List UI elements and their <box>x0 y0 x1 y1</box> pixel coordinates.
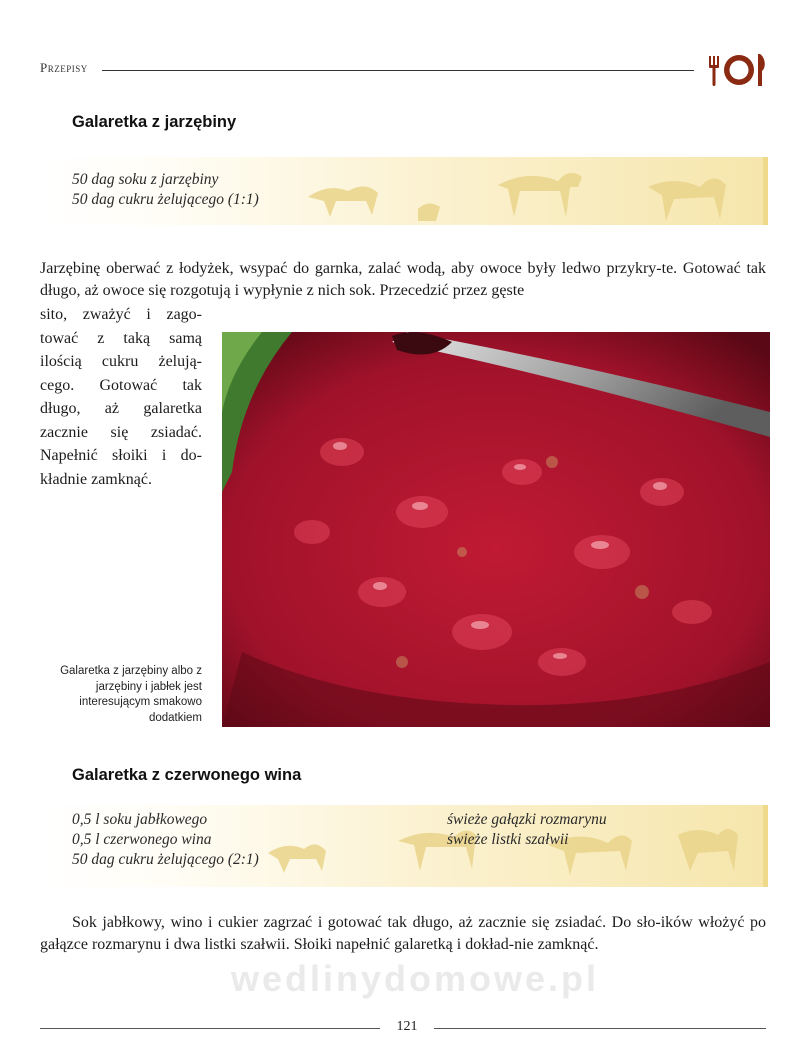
ingredients-box <box>40 157 768 225</box>
footer-rule-left <box>40 1028 380 1029</box>
recipe-title: Galaretka z czerwonego wina <box>72 766 302 784</box>
ingredient-line: świeże listki szałwii <box>447 831 569 848</box>
recipe-paragraph: Jarzębinę oberwać z łodyżek, wsypać do garnka, zalać wodą, aby owoce były ledwo przykry-te. Gotować tak długo, aż owoce się rozgotują i wypłynie z nich sok. Przecedzić przez gęste <box>40 260 766 299</box>
page-header <box>40 56 780 96</box>
jelly-photo <box>222 332 770 727</box>
ingredient-line: 50 dag soku z jarzębiny <box>72 171 219 188</box>
page-number: 121 <box>387 1019 427 1035</box>
section-label: Przepisy <box>40 60 88 75</box>
header-rule <box>102 70 694 71</box>
fork-plate-knife-icon <box>706 48 772 88</box>
ingredient-line: świeże gałązki rozmarynu <box>447 811 607 828</box>
recipe-paragraph-side: sito, zważyć i zago-tować z taką samą ilością cukru żelują-cego. Gotować tak długo, aż galaretka zacznie się zsiadać. Napełnić słoiki i do-kładnie zamknąć. <box>40 306 202 488</box>
ingredients-box <box>40 805 768 887</box>
recipe-paragraph: Sok jabłkowy, wino i cukier zagrzać i gotować tak długo, aż zacznie się zsiadać. Do sło-ików włożyć po gałązce rozmarynu i dwa listki szałwii. Słoiki napełnić galaretką i dokład-nie zamknąć. <box>40 914 766 953</box>
footer-rule-right <box>434 1028 766 1029</box>
watermark-text: wedlinydomowe.pl <box>230 958 600 999</box>
ingredient-line: 50 dag cukru żelującego (2:1) <box>72 851 259 868</box>
cave-painting-decoration <box>248 157 768 225</box>
photo-caption: Galaretka z jarzębiny albo z jarzębiny i jabłek jest interesującym smakowo dodatkiem <box>60 665 202 724</box>
ingredient-line: 50 dag cukru żelującego (1:1) <box>72 191 259 208</box>
rowan-jelly-image <box>222 332 770 727</box>
ingredient-line: 0,5 l czerwonego wina <box>72 831 212 848</box>
ingredient-line: 0,5 l soku jabłkowego <box>72 811 208 828</box>
recipe-title: Galaretka z jarzębiny <box>72 113 237 131</box>
